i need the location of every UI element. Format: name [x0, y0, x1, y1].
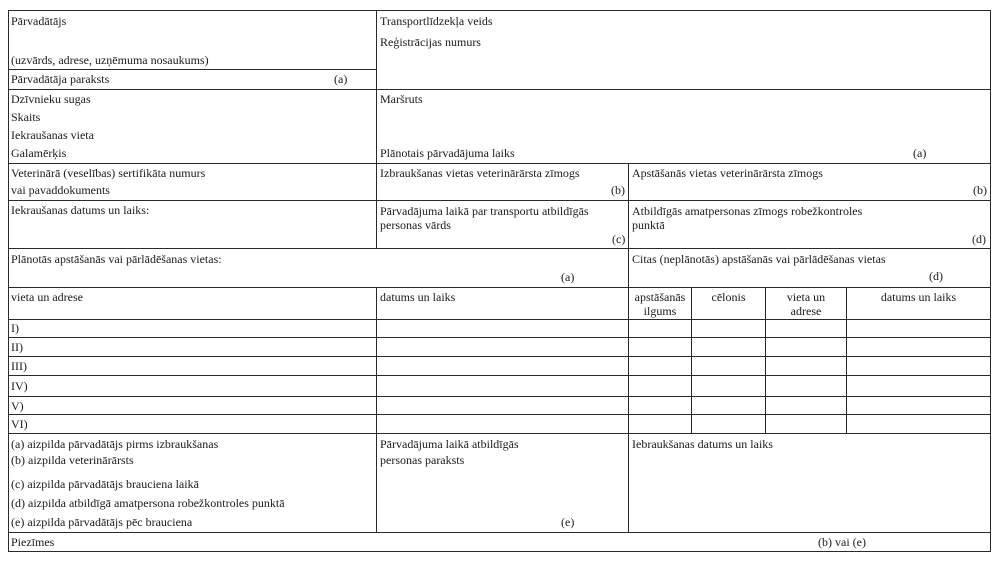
border-stamp-mark: (d): [972, 232, 986, 246]
rule: [846, 287, 847, 433]
route-mark: (a): [913, 146, 927, 160]
rule: [8, 163, 991, 164]
departure-stamp-mark: (b): [611, 183, 625, 197]
footnote-e: (e) aizpilda pārvadātājs pēc brauciena: [11, 515, 193, 529]
loading-datetime-label: Iekraušanas datums un laiks:: [11, 203, 150, 217]
rule: [8, 287, 991, 288]
footnote-d: (d) aizpilda atbildīgā amatpersona robežkontroles punktā: [11, 496, 285, 510]
carrier-label: Pārvadātājs: [11, 14, 67, 28]
col-header-place-2: vieta un: [786, 290, 826, 304]
rule: [8, 248, 991, 249]
rule: [691, 287, 692, 433]
rule: [8, 551, 991, 552]
footnote-a: (a) aizpilda pārvadātājs pirms izbraukšanas: [11, 437, 219, 451]
col-header-place: vieta un adrese: [11, 290, 83, 304]
rule: [376, 287, 377, 532]
other-stops-mark: (d): [929, 269, 943, 283]
loading-place-label: Iekraušanas vieta: [11, 128, 94, 142]
rule: [8, 375, 991, 376]
planned-stops-mark: (a): [561, 270, 575, 284]
responsible-person-label: Pārvadājuma laikā par transportu atbildīgās: [380, 204, 589, 218]
responsible-person-mark: (c): [612, 232, 626, 246]
footnote-c: (c) aizpilda pārvadātājs brauciena laikā: [11, 477, 199, 491]
footnote-b: (b) aizpilda veterinārārsts: [11, 453, 134, 467]
responsible-signature-label: Pārvadājuma laikā atbildīgās: [380, 437, 519, 451]
col-header-duration-2: ilgums: [643, 304, 677, 318]
responsible-signature-mark: (e): [561, 515, 575, 529]
row-label: II): [11, 340, 23, 354]
rule: [8, 356, 991, 357]
certificate-label-2: vai pavaddokuments: [11, 183, 110, 197]
departure-stamp-label: Izbraukšanas vietas veterinārārsta zīmogs: [380, 166, 580, 180]
border-stamp-label: Atbildīgās amatpersonas zīmogs robežkontroles: [632, 204, 863, 218]
responsible-person-label-2: personas vārds: [380, 218, 451, 232]
remarks-label: Piezīmes: [11, 535, 55, 549]
other-stops-label: Citas (neplānotās) apstāšanās vai pārlādēšanas vietas: [632, 252, 886, 266]
carrier-signature-mark: (a): [334, 72, 348, 86]
registration-number-label: Reģistrācijas numurs: [380, 35, 481, 49]
col-header-datetime: datums un laiks: [380, 290, 456, 304]
planned-stops-label: Plānotās apstāšanās vai pārlādēšanas vietas:: [11, 252, 222, 266]
border-stamp-label-2: punktā: [632, 218, 665, 232]
responsible-signature-label-2: personas paraksts: [380, 453, 465, 467]
rule: [990, 10, 991, 551]
arrival-datetime-label: Iebraukšanas datums un laiks: [632, 437, 773, 451]
rule: [8, 396, 991, 397]
col-header-place-2b: adrese: [790, 304, 822, 318]
carrier-hint: (uzvārds, adrese, uzņēmuma nosaukums): [11, 53, 209, 67]
row-label: I): [11, 321, 19, 335]
stop-stamp-mark: (b): [973, 183, 987, 197]
row-label: VI): [11, 417, 28, 431]
rule: [8, 200, 991, 201]
rule: [8, 337, 991, 338]
rule: [8, 10, 991, 11]
rule: [8, 319, 991, 320]
destination-label: Galamērķis: [11, 146, 67, 160]
planned-time-label: Plānotais pārvadājuma laiks: [380, 146, 515, 160]
vehicle-type-label: Transportlīdzekļa veids: [380, 14, 493, 28]
col-header-duration: apstāšanās: [634, 290, 686, 304]
rule: [8, 433, 991, 434]
rule: [8, 89, 991, 90]
row-label: V): [11, 399, 24, 413]
species-label: Dzīvnieku sugas: [11, 92, 91, 106]
rule: [8, 532, 991, 533]
row-label: III): [11, 359, 27, 373]
count-label: Skaits: [11, 110, 41, 124]
rule: [8, 69, 376, 70]
route-label: Maršruts: [380, 92, 423, 106]
stop-stamp-label: Apstāšanās vietas veterinārārsta zīmogs: [632, 166, 823, 180]
certificate-label: Veterinārā (veselības) sertifikāta numurs: [11, 166, 206, 180]
col-header-datetime-2: datums un laiks: [880, 290, 957, 304]
col-header-reason: cēlonis: [711, 290, 746, 304]
rule: [8, 10, 9, 551]
rule: [628, 163, 629, 248]
row-label: IV): [11, 379, 28, 393]
carrier-signature-label: Pārvadātāja paraksts: [11, 72, 110, 86]
rule: [376, 10, 377, 248]
remarks-mark: (b) vai (e): [818, 535, 866, 549]
rule: [8, 414, 991, 415]
